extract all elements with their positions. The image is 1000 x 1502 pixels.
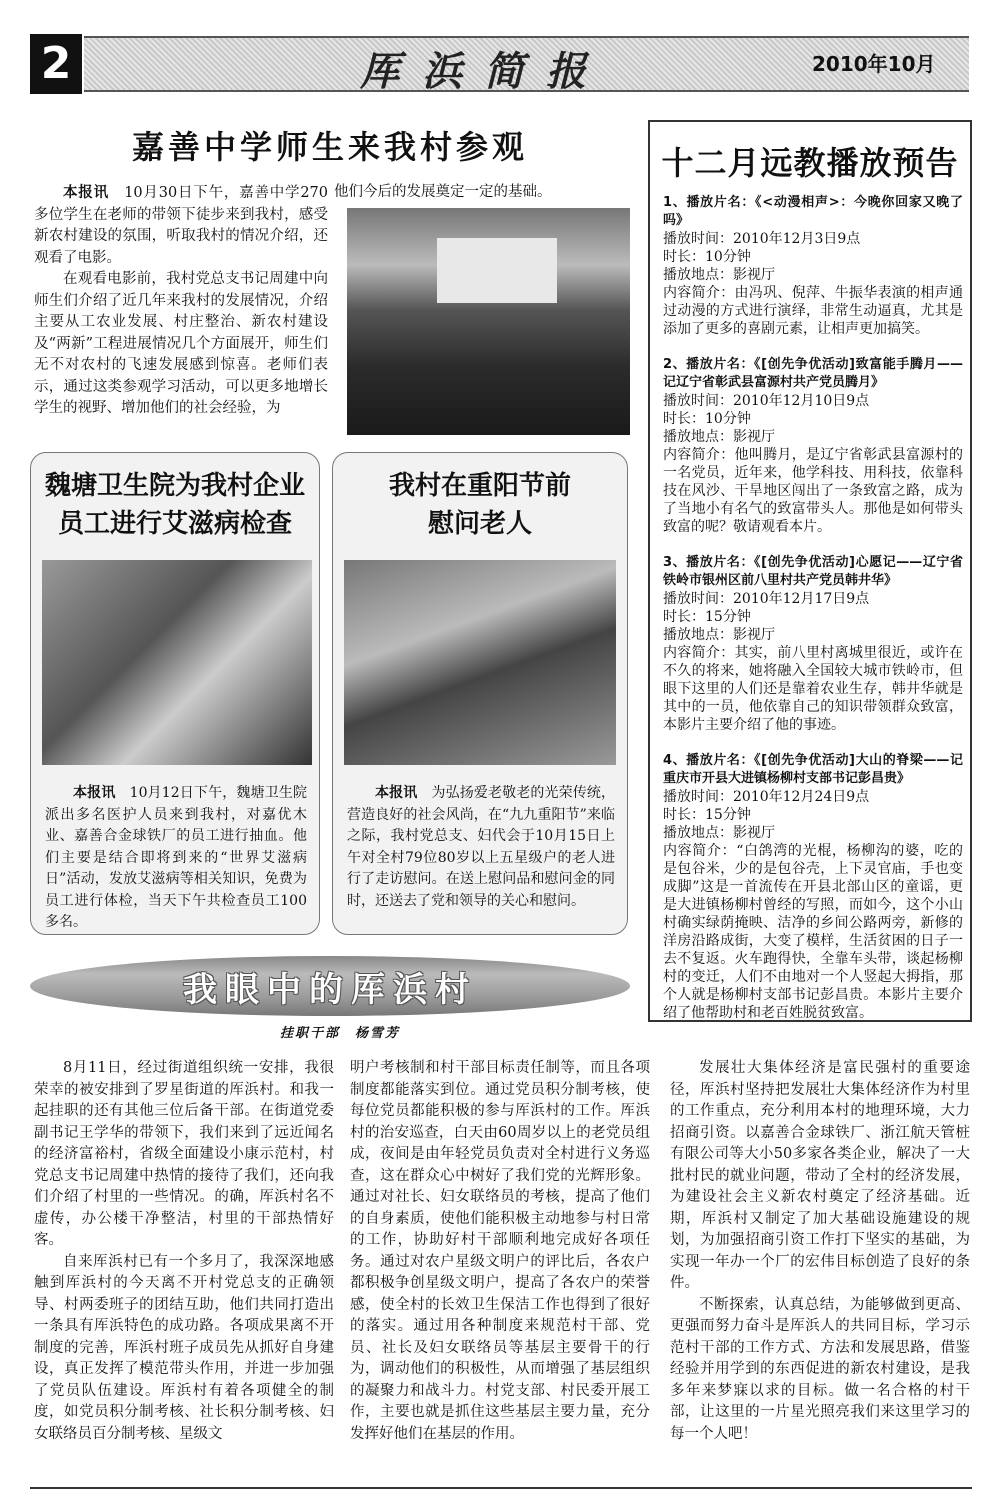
news-box bbox=[30, 452, 320, 935]
article-column: 发展壮大集体经济是富民强村的重要途径，厍浜村坚持把发展壮大集体经济作为村里的工作重点，充分利用本村的地理环境，大力招商引资。以嘉善合金球铁厂、浙江航天管桩有限公司等大小50多家各类企业，解决了一大批村民的就业问题，带动了全村的经济发展，为建设社会主义新农村奠定了经济基础。近期，厍浜村又制定了加大基础设施建设的规划，为加强招商引资工作打下坚实的基础，为实现一年办一个厂的宏伟目标创造了良好的条件。 不断探索，认真总结，为能够做到更高、更强而努力奋斗是厍浜人的共同目标，学习示范村干部的工作方式、方法和发展思路，借鉴经验并用学到的东西促进的新农村建设，是我多年来梦寐以求的目标。做一名合格的村干部，让这里的一片星光照亮我们来这里学习的每一个人吧！ bbox=[670, 1060, 970, 1442]
schedule-title: 十二月远教播放预告 bbox=[661, 144, 959, 182]
schedule-item: 4、播放片名：《[创先争优活动]大山的脊梁——记重庆市开县大进镇杨柳村支部书记彭昌贵》 播放时间：2010年12月24日9点 时长：15分钟 播放地点：影视厅 内容简介：“白鸽湾的光棍，杨柳沟的婆，吃的是包谷米，少的是包谷壳，上下灵官庙，手也变成脚”这是一首流传在开县北部山区的童谣，更是大进镇杨柳村曾经的写照，而如今，这个小山村确实绿荫掩映、洁净的乡间公路两旁，新修的洋房沿路成街，大变了模样，生活贫困的日子一去不复返。火车跑得快，全靠车头带，谈起杨柳村的变迁，人们不由地对一个人竖起大拇指，那个人就是杨柳村支部书记彭昌贵。本影片主要介绍了他帮助村和老百姓脱贫致富。 bbox=[663, 753, 963, 1021]
article-paragraph: 10月30日下午，嘉善中学270多位学生在老师的带领下徒步来到我村，感受新农村建设的氛围，听取我村的情况介绍，还观看了电影。 bbox=[34, 185, 329, 266]
article-paragraph: 他们今后的发展奠定一定的基础。 bbox=[334, 184, 552, 200]
news-box bbox=[332, 452, 628, 935]
article-paragraph: 在观看电影前，我村党总支书记周建中向师生们介绍了近几年来我村的发展情况，介绍主要从工农业发展、村庄整治、新农村建设及“两新”工程进展情况几个方面展开，师生们无不对农村的飞速发展感到惊喜。老师们表示，通过这类参观学习活动，可以更多地增长学生的视野、增加他们的社会经验，为 bbox=[34, 271, 328, 416]
article-title: 嘉善中学师生来我村参观 bbox=[131, 128, 528, 166]
schedule-item: 1、播放片名：《<动漫相声>：今晚你回家又晚了吗》 播放时间：2010年12月3日9点 时长：10分钟 播放地点：影视厅 内容简介：由冯巩、倪萍、牛振华表演的相声通过动漫的方式进行演绎，非常生动逼真，尤其是添加了更多的喜剧元素，让相声更加搞笑。 bbox=[663, 195, 963, 337]
section-title: 我眼中的厍浜村 bbox=[183, 970, 477, 1010]
page-number: 2 bbox=[30, 34, 82, 94]
article-body bbox=[34, 182, 328, 420]
byline: 挂职干部 杨雪芳 bbox=[279, 1026, 400, 1041]
footer-rule bbox=[30, 1487, 972, 1489]
article-lead: 本报讯 bbox=[63, 184, 109, 201]
article-body: 本报讯 10月12日下午，魏塘卫生院派出多名医护人员来到我村，对嘉优木业、嘉善合金球铁厂的员工进行抽血。他们主要是结合即将到来的“世界艾滋病日”活动，发放艾滋病等相关知识，免费为员工进行体检，当天下午共检查员工100多名。 bbox=[45, 785, 308, 930]
article-column: 8月11日，经过街道组织统一安排，我很荣幸的被安排到了罗星街道的厍浜村。和我一起挂职的还有其他三位后备干部。在街道党委副书记王学华的带领下，我们来到了远近闻名的经济富裕村，省级全面建设小康示范村，村党总支书记周建中热情的接待了我们，还向我们介绍了村里的一些情况。的确，厍浜村名不虚传，办公楼干净整洁，村里的干部热情好客。 自来厍浜村已有一个多月了，我深深地感触到厍浜村的今天离不开村党总支的正确领导、村两委班子的团结互助，他们共同打造出一条具有厍浜特色的成功路。各项成果离不开制度的完善，厍浜村班子成员先从抓好自身建设，真正发挥了模范带头作用，并进一步加强了党员队伍建设。厍浜村有着各项健全的制度，如党员积分制考核、社长积分制考核、妇女联络员百分制考核、星级文 bbox=[34, 1060, 334, 1442]
masthead-title: 厍浜简报 bbox=[360, 48, 608, 95]
broadcast-schedule bbox=[648, 120, 972, 1022]
schedule-item: 2、播放片名：《[创先争优活动]致富能手腾月——记辽宁省彰武县富源村共产党员腾月》 播放时间：2010年12月10日9点 时长：10分钟 播放地点：影视厅 内容简介：他叫腾月，是辽宁省彰武县富源村的一名党员，近年来，他学科技、用科技，依靠科技在风沙、干旱地区闯出了一条致富之路，成为了当地小有名气的致富带头人。那他是如何带头致富的呢？敬请观看本片。 bbox=[663, 357, 963, 535]
box-title: 我村在重阳节前 慰问老人 bbox=[388, 471, 571, 539]
medical-check-photo bbox=[42, 560, 312, 765]
box-title: 魏塘卫生院为我村企业 员工进行艾滋病检查 bbox=[44, 471, 305, 539]
article-body: 本报讯 为弘扬爱老敬老的光荣传统，营造良好的社会风尚，在“九九重阳节”来临之际，我村党总支、妇代会于10月15日上午对全村79位80岁以上五星级户的老人进行了走访慰问。在送上慰问品和慰问金的同时，还送去了党和领导的关心和慰问。 bbox=[347, 785, 615, 909]
lecture-hall-photo bbox=[347, 208, 630, 435]
article-column: 明户考核制和村干部目标责任制等，而且各项制度都能落实到位。通过党员积分制考核，使每位党员都能积极的参与厍浜村的工作。厍浜村的治安巡查，白天由60周岁以上的老党员组成，夜间是由年轻党员负责对全村进行义务巡查，这在群众心中树好了我们党的光辉形象。通过对社长、妇女联络员的考核，提高了他们的自身素质，使他们能积极主动地参与村日常的工作，协助好村干部顺利地完成好各项任务。通过对农户星级文明户的评比后，各农户都积极争创星级文明户，提高了各农户的荣誉感，使全村的长效卫生保洁工作也得到了很好的落实。通过用各种制度来规范村干部、党员、社长及妇女联络员等基层主要骨干的行为，调动他们的积极性，从而增强了基层组织的凝聚力和战斗力。村党支部、村民委开展工作，主要也就是抓住这些基层主要力量，充分发挥好他们在基层的作用。 bbox=[350, 1060, 650, 1442]
issue-date: 2010年10月 bbox=[812, 52, 936, 76]
visit-elderly-photo bbox=[344, 560, 616, 765]
schedule-item: 3、播放片名：《[创先争优活动]心愿记——辽宁省铁岭市银州区前八里村共产党员韩井华》 播放时间：2010年12月17日9点 时长：15分钟 播放地点：影视厅 内容简介：其实，前八里村离城里很近，或许在不久的将来，她将融入全国较大城市铁岭市，但眼下这里的人们还是靠着农业生存，韩井华就是其中的一员，他依靠自己的知识带领群众致富，本影片主要介绍了他的事迹。 bbox=[663, 555, 963, 733]
